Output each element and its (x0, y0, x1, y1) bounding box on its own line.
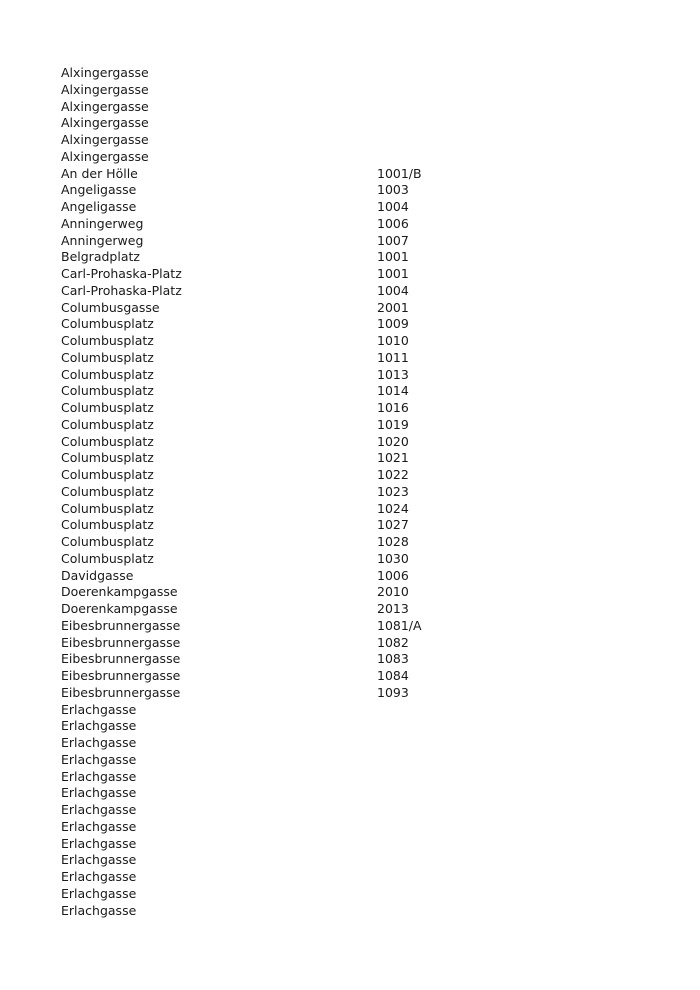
street-name-cell: Columbusplatz (61, 433, 154, 449)
street-name-cell: Erlachgasse (61, 802, 137, 817)
table-row (61, 618, 621, 635)
table-row (61, 769, 621, 786)
table-row (61, 383, 621, 400)
house-number-cell: 1021 (377, 450, 409, 466)
street-name-cell: Erlachgasse (61, 718, 137, 734)
table-row (61, 718, 621, 735)
street-name-cell: Columbusplatz (61, 366, 154, 382)
street-name-cell: Davidgasse (61, 567, 134, 583)
house-number-cell: 1003 (377, 182, 409, 198)
street-name-cell: Carl-Prohaska-Platz (61, 266, 182, 281)
house-number-cell: 1006 (377, 215, 409, 231)
table-row (61, 249, 621, 266)
street-name-cell: Erlachgasse (61, 902, 137, 918)
table-row (61, 333, 621, 350)
street-name-cell: Erlachgasse (61, 751, 137, 767)
street-name-cell: Alxingergasse (61, 65, 149, 80)
street-name-cell: Eibesbrunnergasse (61, 668, 181, 683)
house-number-cell: 1027 (377, 517, 409, 533)
street-name-cell: Erlachgasse (61, 835, 137, 851)
table-row (61, 568, 621, 585)
street-name-cell: Anningerweg (61, 215, 144, 231)
street-name-cell: Erlachgasse (61, 735, 137, 750)
table-row (61, 417, 621, 434)
street-name-cell: Angeligasse (61, 199, 137, 214)
street-name-cell: Columbusplatz (61, 534, 154, 549)
street-name-cell: Angeligasse (61, 182, 137, 198)
street-name-cell: Anningerweg (61, 232, 144, 248)
table-row (61, 584, 621, 601)
table-row (61, 182, 621, 199)
table-row (61, 551, 621, 568)
table-row (61, 65, 621, 82)
house-number-cell: 1082 (377, 634, 409, 650)
table-row (61, 233, 621, 250)
street-name-cell: Alxingergasse (61, 81, 149, 97)
table-row (61, 601, 621, 618)
table-row (61, 852, 621, 869)
house-number-cell: 1006 (377, 567, 409, 583)
street-name-cell: Eibesbrunnergasse (61, 651, 181, 667)
table-row (61, 517, 621, 534)
table-row (61, 785, 621, 802)
table-row (61, 903, 621, 920)
street-name-cell: Columbusplatz (61, 333, 154, 348)
street-name-cell: Columbusplatz (61, 400, 154, 415)
table-row (61, 735, 621, 752)
house-number-cell: 1001/B (377, 165, 422, 181)
table-row (61, 819, 621, 836)
house-number-cell: 1001 (377, 266, 409, 281)
table-row (61, 534, 621, 551)
table-row (61, 316, 621, 333)
house-number-cell: 2010 (377, 584, 409, 600)
table-row (61, 802, 621, 819)
street-name-cell: Alxingergasse (61, 98, 149, 114)
table-row (61, 484, 621, 501)
table-row (61, 752, 621, 769)
street-name-cell: Doerenkampgasse (61, 584, 178, 600)
house-number-cell: 1083 (377, 651, 409, 667)
street-name-cell: Columbusplatz (61, 316, 154, 332)
street-name-cell: Erlachgasse (61, 701, 137, 717)
house-number-cell: 1019 (377, 416, 409, 432)
table-row (61, 99, 621, 116)
house-number-cell: 1001 (377, 249, 409, 265)
street-name-cell: Alxingergasse (61, 148, 149, 164)
street-name-cell: Eibesbrunnergasse (61, 684, 181, 700)
table-row (61, 685, 621, 702)
street-name-cell: Erlachgasse (61, 869, 137, 884)
table-row (61, 501, 621, 518)
table-row (61, 82, 621, 99)
table-row (61, 266, 621, 283)
street-name-cell: Eibesbrunnergasse (61, 634, 181, 650)
street-name-cell: Erlachgasse (61, 768, 137, 784)
street-name-cell: Erlachgasse (61, 852, 137, 868)
table-row (61, 668, 621, 685)
house-number-cell: 1020 (377, 433, 409, 449)
table-row (61, 635, 621, 652)
table-row (61, 350, 621, 367)
street-name-cell: An der Hölle (61, 165, 138, 181)
house-number-cell: 1007 (377, 232, 409, 248)
house-number-cell: 1009 (377, 316, 409, 332)
house-number-cell: 1004 (377, 282, 409, 298)
table-row (61, 199, 621, 216)
house-number-cell: 1004 (377, 199, 409, 214)
street-name-cell: Doerenkampgasse (61, 601, 178, 616)
house-number-cell: 1016 (377, 400, 409, 415)
street-name-cell: Columbusplatz (61, 517, 154, 533)
house-number-cell: 1084 (377, 668, 409, 683)
table-row (61, 869, 621, 886)
street-name-cell: Eibesbrunnergasse (61, 617, 181, 633)
street-name-cell: Columbusplatz (61, 550, 154, 566)
street-name-cell: Alxingergasse (61, 115, 149, 131)
table-row (61, 216, 621, 233)
house-number-cell: 1093 (377, 684, 409, 700)
house-number-cell: 1010 (377, 333, 409, 348)
table-row (61, 836, 621, 853)
table-row (61, 132, 621, 149)
table-row (61, 651, 621, 668)
table-row (61, 886, 621, 903)
table-row (61, 300, 621, 317)
street-name-cell: Erlachgasse (61, 785, 137, 801)
street-name-cell: Columbusplatz (61, 467, 154, 482)
table-row (61, 400, 621, 417)
street-name-cell: Columbusplatz (61, 383, 154, 399)
house-number-cell: 1081/A (377, 617, 422, 633)
street-name-cell: Erlachgasse (61, 885, 137, 901)
table-row (61, 702, 621, 719)
table-row (61, 283, 621, 300)
table-row (61, 434, 621, 451)
house-number-cell: 1030 (377, 550, 409, 566)
house-number-cell: 1023 (377, 483, 409, 499)
table-row (61, 450, 621, 467)
street-name-cell: Columbusplatz (61, 450, 154, 466)
house-number-cell: 1013 (377, 366, 409, 382)
house-number-cell: 1011 (377, 349, 409, 365)
address-table (61, 65, 621, 919)
house-number-cell: 2001 (377, 299, 409, 315)
street-name-cell: Columbusplatz (61, 500, 154, 516)
house-number-cell: 1014 (377, 383, 409, 399)
street-name-cell: Carl-Prohaska-Platz (61, 282, 182, 298)
street-name-cell: Columbusplatz (61, 416, 154, 432)
street-name-cell: Columbusgasse (61, 299, 160, 315)
house-number-cell: 1024 (377, 500, 409, 516)
table-row (61, 367, 621, 384)
table-row (61, 166, 621, 183)
table-row (61, 115, 621, 132)
street-name-cell: Columbusplatz (61, 349, 154, 365)
street-name-cell: Columbusplatz (61, 483, 154, 499)
street-name-cell: Belgradplatz (61, 249, 140, 265)
street-name-cell: Erlachgasse (61, 818, 137, 834)
street-name-cell: Alxingergasse (61, 132, 149, 147)
house-number-cell: 1022 (377, 467, 409, 482)
table-row (61, 149, 621, 166)
house-number-cell: 2013 (377, 601, 409, 616)
table-row (61, 467, 621, 484)
house-number-cell: 1028 (377, 534, 409, 549)
